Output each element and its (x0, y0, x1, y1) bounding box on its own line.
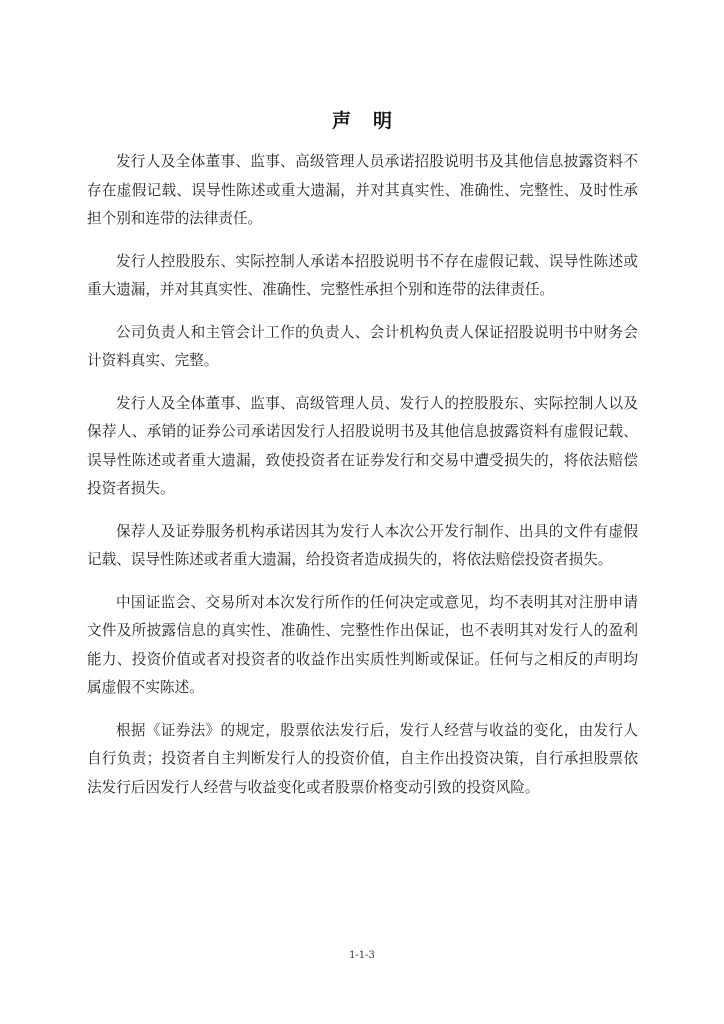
paragraph-investment-risk: 根据《证券法》的规定，股票依法发行后，发行人经营与收益的变化，由发行人自行负责；投资者自主判断发行人的投资价值，自主作出投资决策，自行承担股票依法发行后因发行人经营与收益变化或者股票价格变动引致的投资风险。 (87, 721, 638, 796)
paragraph-controller-commitment: 发行人控股股东、实际控制人承诺本招股说明书不存在虚假记载、误导性陈述或重大遗漏，并对其真实性、准确性、完整性承担个别和连带的法律责任。 (87, 252, 638, 298)
page-number: 1-1-3 (349, 950, 375, 961)
page-title: 声明 (331, 110, 414, 132)
paragraph-regulator-disclaimer: 中国证监会、交易所对本次发行所作的任何决定或意见，均不表明其对注册申请文件及所披露信息的真实性、准确性、完整性作出保证，也不表明其对发行人的盈利能力、投资价值或者对投资者的收益作出实质性判断或保证。任何与之相反的声明均属虚假不实陈述。 (87, 593, 638, 696)
paragraph-compensation-commitment: 发行人及全体董事、监事、高级管理人员、发行人的控股股东、实际控制人以及保荐人、承销的证券公司承诺因发行人招股说明书及其他信息披露资料有虚假记载、误导性陈述或者重大遗漏，致使投资者在证券发行和交易中遭受损失的，将依法赔偿投资者损失。 (87, 394, 638, 497)
paragraph-sponsor-commitment: 保荐人及证券服务机构承诺因其为发行人本次公开发行制作、出具的文件有虚假记载、误导性陈述或者重大遗漏，给投资者造成损失的，将依法赔偿投资者损失。 (87, 522, 638, 568)
paragraph-issuer-commitment: 发行人及全体董事、监事、高级管理人员承诺招股说明书及其他信息披露资料不存在虚假记载、误导性陈述或重大遗漏，并对其真实性、准确性、完整性、及时性承担个别和连带的法律责任。 (87, 153, 638, 227)
paragraph-financial-guarantee: 公司负责人和主管会计工作的负责人、会计机构负责人保证招股说明书中财务会计资料真实、完整。 (87, 323, 638, 369)
declaration-body (87, 148, 638, 816)
